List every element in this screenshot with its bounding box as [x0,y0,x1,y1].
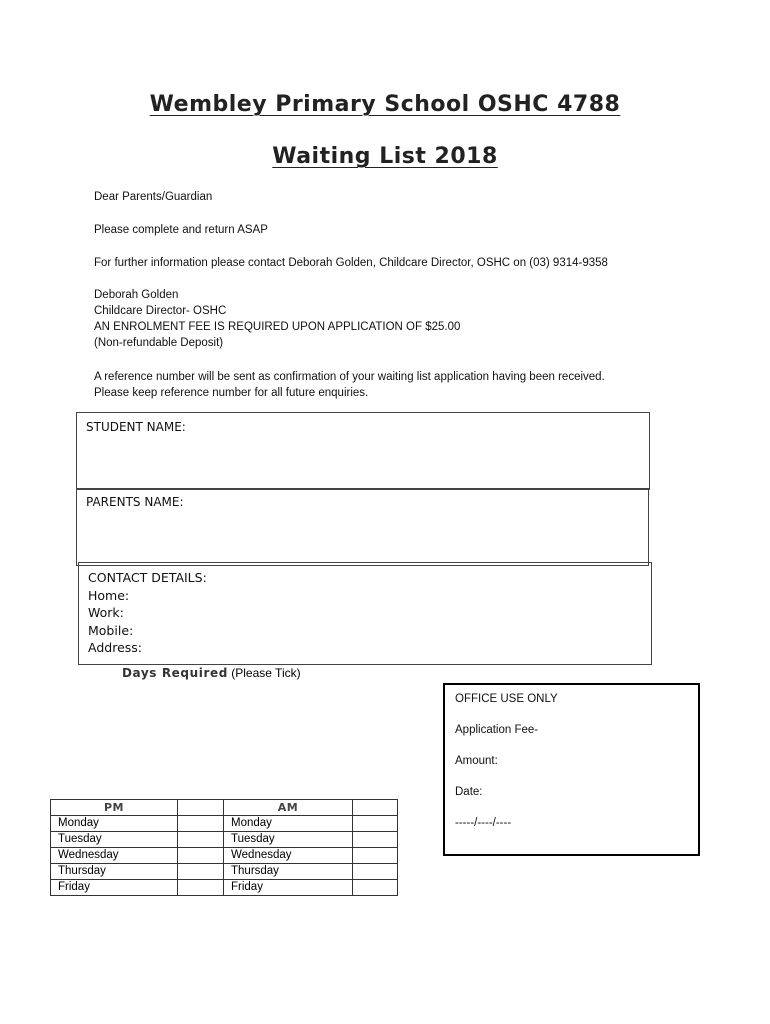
am-tick-cell[interactable] [353,848,398,864]
am-tick-cell[interactable] [353,832,398,848]
student-name-box[interactable] [76,412,650,490]
days-required-hint: (Please Tick) [231,666,301,680]
am-tick-cell[interactable] [353,816,398,832]
parents-name-label: PARENTS NAME: [86,495,184,509]
office-use-box [443,683,700,856]
table-row [51,832,398,848]
am-day: Friday [224,880,353,896]
am-day: Thursday [224,864,353,880]
table-header-row [51,800,398,816]
date-label: Date: [455,786,483,798]
table-row [51,864,398,880]
contact-info: For further information please contact Deborah Golden, Childcare Director, OSHC on (03) 9314-9358 [94,257,608,269]
pm-tick-cell[interactable] [178,848,224,864]
days-required-heading [122,666,301,680]
signoff-name: Deborah Golden [94,289,179,301]
am-day: Wednesday [224,848,353,864]
office-heading: OFFICE USE ONLY [455,693,558,705]
page-subtitle-text: Waiting List 2018 [272,144,498,169]
pm-header-blank [178,800,224,816]
pm-day: Monday [51,816,178,832]
pm-header: PM [51,800,178,816]
page-title-text: Wembley Primary School OSHC 4788 [149,92,621,117]
am-tick-cell[interactable] [353,864,398,880]
pm-tick-cell[interactable] [178,832,224,848]
days-required-label: Days Required [122,666,228,680]
page-subtitle [0,144,770,169]
contact-details-box[interactable] [78,562,652,665]
page-title [0,92,770,117]
pm-day: Friday [51,880,178,896]
date-blank: -----/----/---- [455,817,512,829]
table-row [51,880,398,896]
am-header-blank [353,800,398,816]
days-table [50,799,398,896]
fee-notice: AN ENROLMENT FEE IS REQUIRED UPON APPLICATION OF $25.00 [94,321,461,333]
instruction: Please complete and return ASAP [94,224,268,236]
reference-line-1: A reference number will be sent as confirmation of your waiting list application having been received. [94,371,605,383]
pm-day: Thursday [51,864,178,880]
pm-tick-cell[interactable] [178,816,224,832]
contact-details [88,569,207,657]
deposit-note: (Non-refundable Deposit) [94,337,224,349]
pm-tick-cell[interactable] [178,864,224,880]
pm-day: Tuesday [51,832,178,848]
mobile-label: Mobile: [88,622,134,638]
student-name-label: STUDENT NAME: [86,420,186,434]
am-header: AM [224,800,353,816]
pm-day: Wednesday [51,848,178,864]
am-day: Monday [224,816,353,832]
application-fee-label: Application Fee- [455,724,539,736]
am-day: Tuesday [224,832,353,848]
work-label: Work: [88,605,124,620]
contact-heading: CONTACT DETAILS: [88,570,207,585]
table-row [51,816,398,832]
reference-line-2: Please keep reference number for all future enquiries. [94,387,369,399]
pm-tick-cell[interactable] [178,880,224,896]
address-label: Address: [88,640,142,655]
parents-name-box[interactable] [76,488,649,566]
home-label: Home: [88,587,130,603]
table-row [51,848,398,864]
greeting: Dear Parents/Guardian [94,191,213,203]
am-tick-cell[interactable] [353,880,398,896]
signoff-role: Childcare Director- OSHC [94,305,227,317]
amount-label: Amount: [455,755,498,767]
